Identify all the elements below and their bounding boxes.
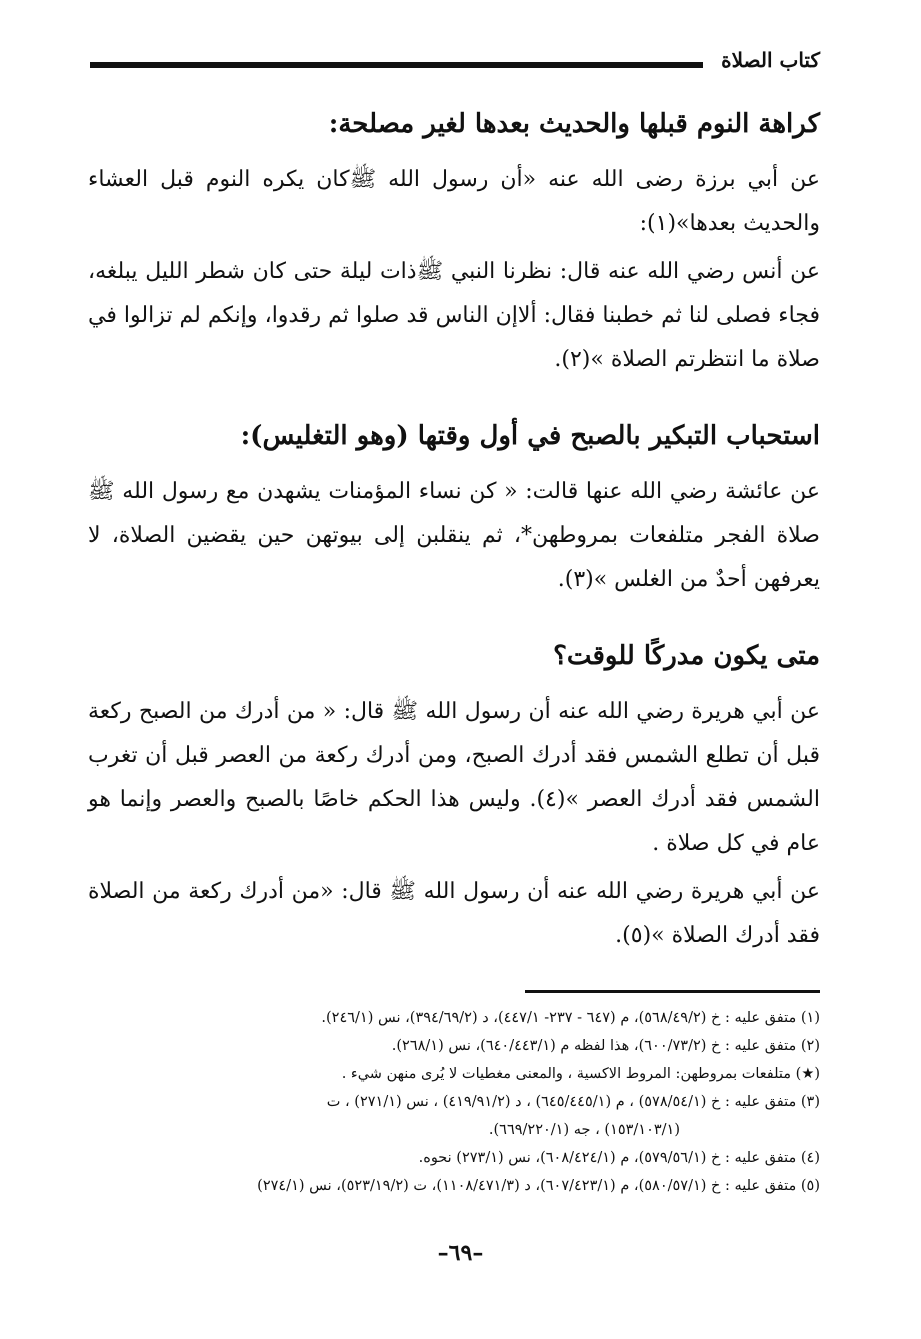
header-rule <box>90 62 703 68</box>
page-number: –٦٩– <box>437 1240 484 1266</box>
main-content <box>88 100 820 962</box>
footnote: (٢) متفق عليه : خ (٦٠٠/٧٣/٢)، هذا لفظه م (٦٤٠/٤٤٣/١)، نس (٢٦٨/١). <box>391 1038 820 1054</box>
hadith-paragraph: عن أبي هريرة رضي الله عنه أن رسول الله ﷺ قال: « من أدرك من الصبح ركعة قبل أن تطلع الشمس فقد أدرك الصبح، ومن أدرك ركعة من العصر قبل أن تغرب الشمس فقد أدرك العصر »(٤). وليس هذا الحكم خاصًا بالصبح والعصر وإنما هو عام في كل صلاة . <box>88 699 820 856</box>
hadith-paragraph: عن عائشة رضي الله عنها قالت: « كن نساء المؤمنات يشهدن مع رسول الله ﷺ صلاة الفجر متلفعات بمروطهن*، ثم ينقلبن إلى بيوتهن حين يقضين الصلاة، لا يعرفهن أحدٌ من الغلس »(٣). <box>88 479 820 592</box>
section-catching-time <box>88 632 820 958</box>
section-early-fajr <box>88 412 820 602</box>
footnote-separator <box>525 990 820 993</box>
section-heading: كراهة النوم قبلها والحديث بعدها لغير مصلحة: <box>328 109 820 139</box>
hadith-paragraph: عن أبي برزة رضى الله عنه «أن رسول الله ﷺكان يكره النوم قبل العشاء والحديث بعدها»(١): <box>88 167 820 236</box>
footnote-continuation: (١٥٣/١٠٣/١) ، جه (٦٦٩/٢٢٠/١). <box>488 1122 680 1138</box>
footnote: (٥) متفق عليه : خ (٥٨٠/٥٧/١)، م (٦٠٧/٤٢٣/١)، د (١١٠٨/٤٧١/٣)، ت (٥٢٣/١٩/٢)، نس (٢٧٤/١) <box>257 1178 820 1194</box>
section-sleep-before-isha <box>88 100 820 382</box>
running-header <box>90 40 820 80</box>
footnote: (٣) متفق عليه : خ (٥٧٨/٥٤/١) ، م (٦٤٥/٤٤٥/١) ، د (٤١٩/٩١/٢) ، نس (٢٧١/١) ، ت <box>326 1094 820 1110</box>
footnote: (١) متفق عليه : خ (٥٦٨/٤٩/٢)، م (٦٤٧ - ٢٣٧- ٤٤٧/١)، د (٣٩٤/٦٩/٢)، نس (٢٤٦/١). <box>321 1010 820 1026</box>
footnote: (★) متلفعات بمروطهن: المروط الاكسية ، والمعنى مغطيات لا يُرى منهن شيء . <box>341 1066 820 1082</box>
section-heading: متى يكون مدركًا للوقت؟ <box>553 641 820 671</box>
book-title: كتاب الصلاة <box>721 48 820 72</box>
section-heading: استحباب التبكير بالصبح في أول وقتها (وهو التغليس): <box>240 421 820 451</box>
footnotes <box>88 1004 820 1200</box>
footnote: (٤) متفق عليه : خ (٥٧٩/٥٦/١)، م (٦٠٨/٤٢٤/١)، نس (٢٧٣/١) نحوه. <box>418 1150 820 1166</box>
hadith-paragraph: عن أنس رضي الله عنه قال: نظرنا النبي ﷺذات ليلة حتى كان شطر الليل يبلغه، فجاء فصلى لنا ثم خطبنا فقال: ألاإن الناس قد صلوا ثم رقدوا، وإنكم لم تزالوا في صلاة ما انتظرتم الصلاة »(٢). <box>88 259 820 372</box>
hadith-paragraph: عن أبي هريرة رضي الله عنه أن رسول الله ﷺ قال: «من أدرك ركعة من الصلاة فقد أدرك الصلاة »(٥). <box>88 879 820 948</box>
